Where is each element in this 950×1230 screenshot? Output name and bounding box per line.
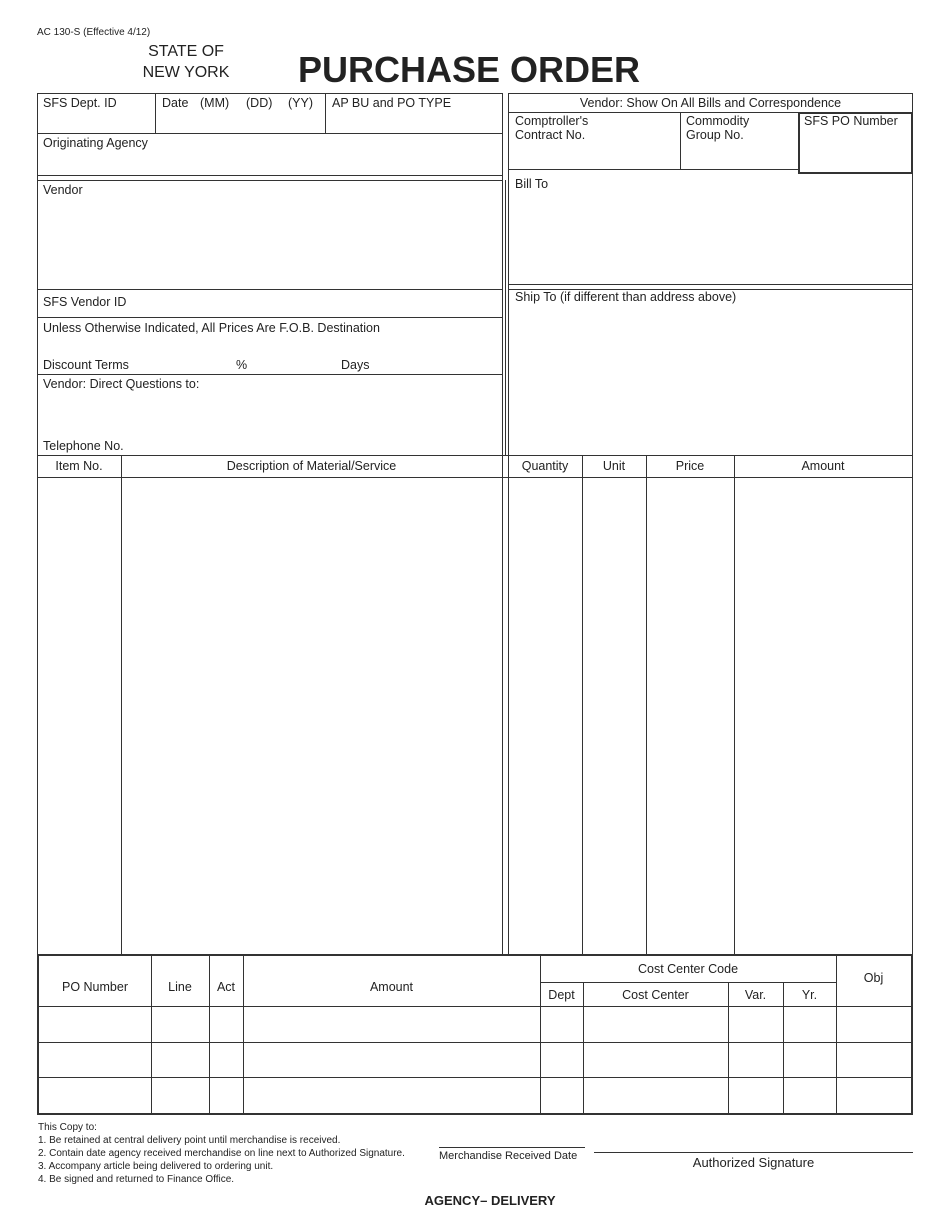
unit-header: Unit — [602, 459, 626, 473]
quantity-header: Quantity — [521, 459, 569, 473]
date-yy-field[interactable]: (YY) — [288, 96, 313, 110]
comptroller-label-2: Contract No. — [515, 128, 586, 142]
date-mm-field[interactable]: (MM) — [200, 96, 230, 110]
page-title: PURCHASE ORDER — [298, 49, 641, 90]
cost-center-header: Cost Center — [622, 988, 689, 1002]
comptroller-label-1: Comptroller's — [515, 114, 589, 128]
accounting-amount-header: Amount — [369, 980, 414, 994]
price-header: Price — [675, 459, 705, 473]
telephone-field[interactable]: Telephone No. — [43, 439, 124, 453]
sfs-po-number-label: SFS PO Number — [804, 114, 898, 128]
state-line-2: NEW YORK — [142, 64, 230, 81]
ship-to-field[interactable]: Ship To (if different than address above) — [515, 290, 737, 304]
accounting-row[interactable] — [39, 1043, 911, 1077]
vendor-field[interactable]: Vendor — [43, 183, 83, 197]
accounting-row[interactable] — [39, 1007, 911, 1042]
var-header: Var. — [744, 988, 767, 1002]
sfs-dept-id-field[interactable]: SFS Dept. ID — [43, 96, 117, 110]
discount-days-label: Days — [341, 358, 370, 372]
merchandise-date-line[interactable] — [439, 1147, 585, 1148]
instruction-item: 3. Accompany article being delivered to ordering unit. — [38, 1161, 274, 1172]
originating-agency-field[interactable]: Originating Agency — [43, 136, 148, 150]
yr-header: Yr. — [801, 988, 818, 1002]
direct-questions-field[interactable]: Vendor: Direct Questions to: — [43, 377, 200, 391]
po-number-header: PO Number — [62, 980, 128, 994]
instruction-item: 4. Be signed and returned to Finance Office. — [38, 1174, 235, 1185]
copy-to-label: This Copy to: — [38, 1122, 97, 1133]
discount-terms-field[interactable]: Discount Terms — [43, 358, 129, 372]
sfs-vendor-id-field[interactable]: SFS Vendor ID — [43, 295, 127, 309]
amount-header: Amount — [801, 459, 845, 473]
bill-to-field[interactable]: Bill To — [515, 177, 549, 191]
act-header: Act — [216, 980, 236, 994]
form-code: AC 130-S (Effective 4/12) — [37, 27, 151, 38]
instruction-item: 2. Contain date agency received merchandise on line next to Authorized Signature. — [38, 1148, 405, 1159]
commodity-label-1: Commodity — [686, 114, 750, 128]
merchandise-received-date-label: Merchandise Received Date — [439, 1150, 578, 1162]
obj-header: Obj — [863, 971, 884, 985]
item-no-header: Item No. — [55, 459, 103, 473]
state-line-1: STATE OF — [148, 43, 224, 60]
line-header: Line — [168, 980, 192, 994]
date-label: Date — [162, 96, 189, 110]
description-header: Description of Material/Service — [226, 459, 397, 473]
fob-note: Unless Otherwise Indicated, All Prices Are F.O.B. Destination — [43, 321, 380, 335]
ap-bu-po-type-field[interactable]: AP BU and PO TYPE — [332, 96, 452, 110]
signature-line[interactable] — [594, 1152, 913, 1153]
accounting-row[interactable] — [39, 1078, 911, 1113]
discount-percent-label: % — [236, 358, 248, 372]
copy-name-label: AGENCY– DELIVERY — [424, 1193, 556, 1208]
authorized-signature-label: Authorized Signature — [692, 1155, 815, 1170]
dept-header: Dept — [548, 988, 575, 1002]
commodity-label-2: Group No. — [686, 128, 744, 142]
vendor-show-note: Vendor: Show On All Bills and Correspondence — [579, 96, 842, 110]
instruction-item: 1. Be retained at central delivery point until merchandise is received. — [38, 1135, 341, 1146]
date-dd-field[interactable]: (DD) — [246, 96, 273, 110]
cost-center-code-header: Cost Center Code — [637, 962, 739, 976]
